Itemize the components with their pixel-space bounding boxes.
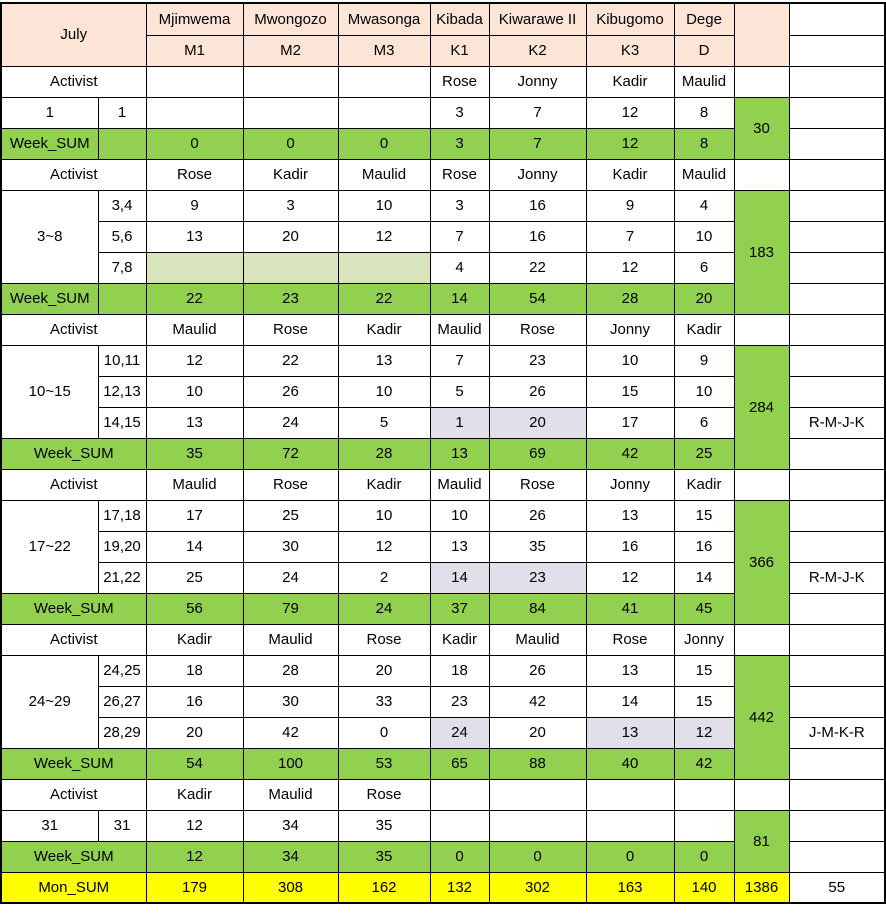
week-sum-cell[interactable]: 0 [674, 841, 734, 872]
data-cell[interactable]: Maulid [243, 779, 338, 810]
data-cell[interactable]: 7,8 [98, 252, 146, 283]
data-cell[interactable]: Rose [430, 159, 489, 190]
data-cell[interactable] [674, 779, 734, 810]
header-cell[interactable]: K3 [586, 35, 674, 66]
data-cell[interactable]: Rose [430, 66, 489, 97]
data-cell[interactable]: Activist [1, 66, 146, 97]
annotation-text [789, 841, 885, 872]
data-cell[interactable]: 19,20 [98, 531, 146, 562]
data-cell[interactable]: 6 [674, 407, 734, 438]
data-cell[interactable]: Kadir [243, 159, 338, 190]
highlight-cell[interactable]: 20 [489, 407, 586, 438]
data-cell[interactable]: 1 [1, 97, 98, 128]
data-cell[interactable]: 10 [430, 500, 489, 531]
data-cell[interactable]: Maulid [338, 159, 430, 190]
annotation-text [789, 345, 885, 376]
annotation-text [789, 97, 885, 128]
empty-highlight-cell[interactable] [338, 252, 430, 283]
annotation-text [789, 283, 885, 314]
data-cell[interactable]: Activist [1, 779, 146, 810]
week-sum-cell[interactable]: 25 [674, 438, 734, 469]
data-cell[interactable]: 15 [674, 500, 734, 531]
header-cell[interactable]: D [674, 35, 734, 66]
data-cell[interactable]: Kadir [430, 624, 489, 655]
data-cell[interactable] [586, 810, 674, 841]
data-cell[interactable]: 17 [586, 407, 674, 438]
data-cell[interactable]: 20 [489, 717, 586, 748]
data-cell[interactable]: 10 [338, 190, 430, 221]
data-cell[interactable]: 22 [243, 345, 338, 376]
week-sum-cell[interactable] [98, 128, 146, 159]
data-cell[interactable]: 30 [243, 531, 338, 562]
annotation-text: J-M-K-R [789, 717, 885, 748]
data-cell[interactable]: 4 [430, 252, 489, 283]
week-sum-cell[interactable]: 54 [489, 283, 586, 314]
data-cell[interactable]: 3~8 [1, 190, 98, 283]
week-sum-cell[interactable]: 8 [674, 128, 734, 159]
highlight-cell[interactable]: 24 [430, 717, 489, 748]
header-cell[interactable]: K2 [489, 35, 586, 66]
header-cell[interactable]: Mjimwema [146, 3, 243, 35]
data-cell[interactable]: 20 [146, 717, 243, 748]
data-cell[interactable]: Kadir [338, 469, 430, 500]
week-sum-cell[interactable]: Week_SUM [1, 283, 98, 314]
annotation-text [789, 655, 885, 686]
table-row [1, 190, 885, 221]
week-sum-cell[interactable]: 72 [243, 438, 338, 469]
data-cell[interactable]: 10 [674, 376, 734, 407]
data-cell[interactable]: Rose [146, 159, 243, 190]
data-cell[interactable]: Maulid [430, 469, 489, 500]
empty-highlight-cell[interactable] [243, 252, 338, 283]
data-cell[interactable]: 3 [430, 97, 489, 128]
table-row [1, 624, 885, 655]
data-cell[interactable] [734, 314, 789, 345]
data-cell[interactable]: 7 [586, 221, 674, 252]
annotation-text [789, 531, 885, 562]
annotation-text [789, 190, 885, 221]
header-cell[interactable]: M1 [146, 35, 243, 66]
highlight-cell[interactable]: 1 [430, 407, 489, 438]
data-cell[interactable]: 12 [146, 345, 243, 376]
annotation-text [789, 686, 885, 717]
header-cell[interactable] [734, 3, 789, 66]
data-cell[interactable]: 12 [586, 252, 674, 283]
data-cell[interactable]: 17 [146, 500, 243, 531]
data-cell[interactable] [734, 469, 789, 500]
week-sum-cell[interactable]: 88 [489, 748, 586, 779]
data-cell[interactable] [146, 97, 243, 128]
week-sum-cell[interactable]: Week_SUM [1, 438, 146, 469]
data-cell[interactable] [338, 97, 430, 128]
data-cell[interactable] [243, 66, 338, 97]
data-cell[interactable]: 3 [430, 190, 489, 221]
week-sum-cell[interactable]: 35 [338, 841, 430, 872]
data-cell[interactable]: 25 [243, 500, 338, 531]
month-sum-cell[interactable]: 132 [430, 872, 489, 903]
data-cell[interactable]: Maulid [674, 66, 734, 97]
annotation-text [789, 128, 885, 159]
data-cell[interactable]: 34 [243, 810, 338, 841]
data-cell[interactable]: Kadir [338, 314, 430, 345]
data-cell[interactable] [146, 66, 243, 97]
week-sum-cell[interactable]: 37 [430, 593, 489, 624]
data-cell[interactable]: 3,4 [98, 190, 146, 221]
month-sum-cell[interactable]: 308 [243, 872, 338, 903]
data-cell[interactable]: 31 [98, 810, 146, 841]
data-cell[interactable]: Maulid [146, 314, 243, 345]
data-cell[interactable]: Activist [1, 624, 146, 655]
week-sum-cell[interactable]: 100 [243, 748, 338, 779]
data-cell[interactable] [430, 810, 489, 841]
data-cell[interactable]: Activist [1, 469, 146, 500]
data-cell[interactable]: Kadir [586, 66, 674, 97]
data-cell[interactable]: 28,29 [98, 717, 146, 748]
month-sum-cell[interactable]: 140 [674, 872, 734, 903]
sheet-body [1, 3, 885, 903]
data-cell[interactable]: 26 [489, 376, 586, 407]
data-cell[interactable]: 23 [489, 345, 586, 376]
data-cell[interactable]: 1 [98, 97, 146, 128]
week-sum-cell[interactable]: 40 [586, 748, 674, 779]
annotation-text: R-M-J-K [789, 562, 885, 593]
month-sum-cell[interactable]: Mon_SUM [1, 872, 146, 903]
data-cell[interactable]: Rose [243, 469, 338, 500]
week-sum-cell[interactable]: 65 [430, 748, 489, 779]
data-cell[interactable]: 9 [674, 345, 734, 376]
data-cell[interactable]: 22 [489, 252, 586, 283]
table-row [1, 469, 885, 500]
data-cell[interactable]: 15 [674, 655, 734, 686]
data-cell[interactable]: Rose [586, 624, 674, 655]
week-sum-cell[interactable]: 12 [586, 128, 674, 159]
data-cell[interactable]: 17,18 [98, 500, 146, 531]
data-cell[interactable]: 35 [338, 810, 430, 841]
week-sum-cell[interactable]: 30 [734, 97, 789, 159]
data-cell[interactable]: 26 [243, 376, 338, 407]
week-sum-cell[interactable]: 42 [586, 438, 674, 469]
annotation-text: 55 [789, 872, 885, 903]
data-cell[interactable]: 14,15 [98, 407, 146, 438]
annotation-text [789, 469, 885, 500]
data-cell[interactable]: Kadir [146, 624, 243, 655]
data-cell[interactable]: 12 [586, 97, 674, 128]
data-cell[interactable]: 10 [338, 500, 430, 531]
header-cell[interactable]: M3 [338, 35, 430, 66]
week-sum-cell[interactable]: 20 [674, 283, 734, 314]
week-sum-cell[interactable]: 41 [586, 593, 674, 624]
week-sum-cell[interactable]: 69 [489, 438, 586, 469]
table-row [1, 655, 885, 686]
data-cell[interactable]: Kadir [674, 314, 734, 345]
data-cell[interactable]: 9 [146, 190, 243, 221]
week-sum-cell[interactable]: 22 [146, 283, 243, 314]
annotation-text [789, 35, 885, 66]
week-sum-cell[interactable]: 84 [489, 593, 586, 624]
annotation-text [789, 221, 885, 252]
data-cell[interactable]: 16 [586, 531, 674, 562]
annotation-text [789, 252, 885, 283]
data-cell[interactable]: 26 [489, 655, 586, 686]
data-cell[interactable]: Jonny [489, 66, 586, 97]
data-cell[interactable] [430, 779, 489, 810]
data-cell[interactable]: 18 [146, 655, 243, 686]
data-cell[interactable]: 26,27 [98, 686, 146, 717]
data-cell[interactable]: Kadir [586, 159, 674, 190]
data-cell[interactable]: 7 [489, 97, 586, 128]
data-cell[interactable]: 33 [338, 686, 430, 717]
data-cell[interactable] [734, 66, 789, 97]
data-cell[interactable]: 16 [489, 221, 586, 252]
week-sum-cell[interactable]: 14 [430, 283, 489, 314]
data-cell[interactable] [586, 779, 674, 810]
empty-highlight-cell[interactable] [146, 252, 243, 283]
week-sum-cell[interactable]: 22 [338, 283, 430, 314]
data-cell[interactable]: Jonny [586, 314, 674, 345]
week-sum-cell[interactable]: 366 [734, 500, 789, 624]
data-cell[interactable]: 24~29 [1, 655, 98, 748]
week-sum-cell[interactable]: 183 [734, 190, 789, 314]
week-sum-cell[interactable]: 28 [338, 438, 430, 469]
table-row [1, 97, 885, 128]
data-cell[interactable]: 12 [338, 221, 430, 252]
data-cell[interactable]: 12 [586, 562, 674, 593]
data-cell[interactable]: 8 [674, 97, 734, 128]
data-cell[interactable]: 16 [489, 190, 586, 221]
week-sum-cell[interactable]: 12 [146, 841, 243, 872]
data-cell[interactable]: 16 [146, 686, 243, 717]
week-sum-cell[interactable]: 0 [430, 841, 489, 872]
week-sum-cell[interactable]: Week_SUM [1, 748, 146, 779]
data-cell[interactable]: 17~22 [1, 500, 98, 593]
header-cell[interactable]: Dege [674, 3, 734, 35]
data-cell[interactable] [674, 810, 734, 841]
annotation-text [789, 500, 885, 531]
data-cell[interactable]: 26 [489, 500, 586, 531]
data-cell[interactable]: Rose [338, 779, 430, 810]
table-row [1, 872, 885, 903]
data-cell[interactable]: 24 [243, 407, 338, 438]
data-cell[interactable] [243, 97, 338, 128]
data-cell[interactable]: Rose [243, 314, 338, 345]
data-cell[interactable]: 10 [338, 376, 430, 407]
data-cell[interactable]: 12,13 [98, 376, 146, 407]
month-sum-cell[interactable]: 163 [586, 872, 674, 903]
week-sum-cell[interactable]: 3 [430, 128, 489, 159]
data-cell[interactable]: 18 [430, 655, 489, 686]
data-cell[interactable] [734, 159, 789, 190]
data-cell[interactable]: 20 [243, 221, 338, 252]
week-sum-cell[interactable]: 0 [146, 128, 243, 159]
table-row [1, 66, 885, 97]
data-cell[interactable]: 12 [146, 810, 243, 841]
data-cell[interactable]: Maulid [146, 469, 243, 500]
data-cell[interactable]: Activist [1, 159, 146, 190]
annotation-text [789, 159, 885, 190]
data-cell[interactable]: 5,6 [98, 221, 146, 252]
week-sum-cell[interactable]: 34 [243, 841, 338, 872]
data-cell[interactable]: 14 [146, 531, 243, 562]
week-sum-cell[interactable]: Week_SUM [1, 841, 146, 872]
week-sum-cell[interactable]: 45 [674, 593, 734, 624]
table-row [1, 345, 885, 376]
annotation-text [789, 624, 885, 655]
week-sum-cell[interactable]: 0 [338, 128, 430, 159]
data-cell[interactable]: 10,11 [98, 345, 146, 376]
week-sum-cell[interactable]: 442 [734, 655, 789, 779]
table-row [1, 810, 885, 841]
data-cell[interactable]: 13 [586, 500, 674, 531]
highlight-cell[interactable]: 12 [674, 717, 734, 748]
annotation-text [789, 810, 885, 841]
header-cell[interactable]: Mwasonga [338, 3, 430, 35]
week-sum-cell[interactable]: 35 [146, 438, 243, 469]
data-cell[interactable]: 16 [674, 531, 734, 562]
data-cell[interactable]: Maulid [430, 314, 489, 345]
header-cell[interactable]: Kibada [430, 3, 489, 35]
data-cell[interactable]: 10 [674, 221, 734, 252]
week-sum-cell[interactable] [98, 283, 146, 314]
data-cell[interactable]: Rose [338, 624, 430, 655]
data-cell[interactable]: 42 [243, 717, 338, 748]
data-cell[interactable]: 13 [146, 221, 243, 252]
data-cell[interactable]: 15 [674, 686, 734, 717]
annotation-text [789, 66, 885, 97]
table-row [1, 159, 885, 190]
data-cell[interactable]: 13 [430, 531, 489, 562]
data-cell[interactable]: 10 [146, 376, 243, 407]
highlight-cell[interactable]: 14 [430, 562, 489, 593]
data-cell[interactable]: 7 [430, 221, 489, 252]
data-cell[interactable]: 5 [430, 376, 489, 407]
data-cell[interactable]: 35 [489, 531, 586, 562]
data-cell[interactable]: 42 [489, 686, 586, 717]
annotation-text [789, 779, 885, 810]
data-cell[interactable]: 24 [243, 562, 338, 593]
week-sum-cell[interactable]: 0 [586, 841, 674, 872]
week-sum-cell[interactable]: 23 [243, 283, 338, 314]
data-cell[interactable]: Kadir [674, 469, 734, 500]
header-cell[interactable]: Kibugomo [586, 3, 674, 35]
week-sum-cell[interactable]: 28 [586, 283, 674, 314]
data-cell[interactable]: 20 [338, 655, 430, 686]
data-cell[interactable]: 2 [338, 562, 430, 593]
week-sum-cell[interactable]: 7 [489, 128, 586, 159]
data-cell[interactable]: 30 [243, 686, 338, 717]
annotation-text [789, 376, 885, 407]
data-cell[interactable]: 14 [586, 686, 674, 717]
data-cell[interactable] [489, 779, 586, 810]
data-cell[interactable]: 24,25 [98, 655, 146, 686]
data-cell[interactable]: Rose [489, 469, 586, 500]
header-cell[interactable]: July [1, 3, 146, 66]
table-row [1, 779, 885, 810]
data-cell[interactable]: 6 [674, 252, 734, 283]
data-cell[interactable]: 7 [430, 345, 489, 376]
highlight-cell[interactable]: 13 [586, 717, 674, 748]
data-cell[interactable]: 5 [338, 407, 430, 438]
data-cell[interactable]: Jonny [674, 624, 734, 655]
data-cell[interactable] [734, 624, 789, 655]
data-cell[interactable]: 10~15 [1, 345, 98, 438]
data-cell[interactable]: Kadir [146, 779, 243, 810]
data-cell[interactable]: 10 [586, 345, 674, 376]
annotation-text [789, 314, 885, 345]
july-schedule-table [0, 2, 886, 904]
data-cell[interactable]: 25 [146, 562, 243, 593]
data-cell[interactable]: Jonny [586, 469, 674, 500]
data-cell[interactable]: 12 [338, 531, 430, 562]
data-cell[interactable]: 13 [586, 655, 674, 686]
data-cell[interactable]: Jonny [489, 159, 586, 190]
highlight-cell[interactable]: 23 [489, 562, 586, 593]
data-cell[interactable]: 15 [586, 376, 674, 407]
annotation-text [789, 438, 885, 469]
month-sum-cell[interactable]: 302 [489, 872, 586, 903]
week-sum-cell[interactable]: 81 [734, 810, 789, 872]
week-sum-cell[interactable]: 24 [338, 593, 430, 624]
data-cell[interactable]: 23 [430, 686, 489, 717]
week-sum-cell[interactable]: Week_SUM [1, 128, 98, 159]
week-sum-cell[interactable]: 13 [430, 438, 489, 469]
week-sum-cell[interactable]: 0 [489, 841, 586, 872]
data-cell[interactable]: Rose [489, 314, 586, 345]
week-sum-cell[interactable]: 42 [674, 748, 734, 779]
data-cell[interactable]: 9 [586, 190, 674, 221]
data-cell[interactable]: 13 [146, 407, 243, 438]
week-sum-cell[interactable]: Week_SUM [1, 593, 146, 624]
header-cell[interactable]: M2 [243, 35, 338, 66]
week-sum-cell[interactable]: 79 [243, 593, 338, 624]
month-sum-cell[interactable]: 1386 [734, 872, 789, 903]
annotation-text [789, 593, 885, 624]
data-cell[interactable]: 28 [243, 655, 338, 686]
annotation-text [789, 748, 885, 779]
week-sum-cell[interactable]: 284 [734, 345, 789, 469]
week-sum-cell[interactable]: 56 [146, 593, 243, 624]
data-cell[interactable] [734, 779, 789, 810]
data-cell[interactable]: Activist [1, 314, 146, 345]
header-cell[interactable]: Kiwarawe II [489, 3, 586, 35]
table-row [1, 314, 885, 345]
data-cell[interactable]: 21,22 [98, 562, 146, 593]
week-sum-cell[interactable]: 0 [243, 128, 338, 159]
data-cell[interactable]: 4 [674, 190, 734, 221]
data-cell[interactable]: 31 [1, 810, 98, 841]
header-cell[interactable]: K1 [430, 35, 489, 66]
annotation-text [789, 3, 885, 35]
table-row [1, 500, 885, 531]
month-sum-cell[interactable]: 162 [338, 872, 430, 903]
table-row [1, 3, 885, 35]
data-cell[interactable]: Maulid [489, 624, 586, 655]
data-cell[interactable]: Maulid [674, 159, 734, 190]
week-sum-cell[interactable]: 54 [146, 748, 243, 779]
data-cell[interactable] [338, 66, 430, 97]
week-sum-cell[interactable]: 53 [338, 748, 430, 779]
data-cell[interactable]: Maulid [243, 624, 338, 655]
month-sum-cell[interactable]: 179 [146, 872, 243, 903]
data-cell[interactable] [489, 810, 586, 841]
data-cell[interactable]: 3 [243, 190, 338, 221]
data-cell[interactable]: 0 [338, 717, 430, 748]
data-cell[interactable]: 14 [674, 562, 734, 593]
annotation-text: R-M-J-K [789, 407, 885, 438]
data-cell[interactable]: 13 [338, 345, 430, 376]
header-cell[interactable]: Mwongozo [243, 3, 338, 35]
